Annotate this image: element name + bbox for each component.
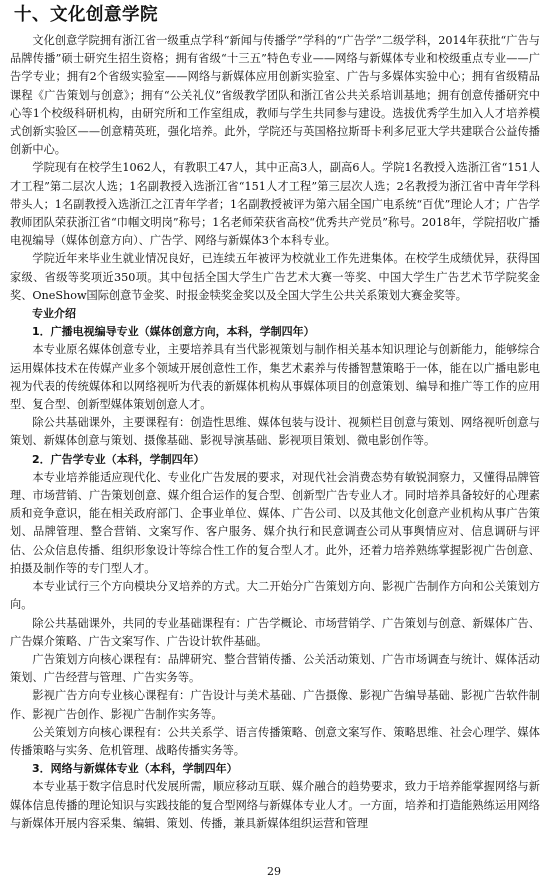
major-heading: 3．网络与新媒体专业（本科，学制四年） xyxy=(32,762,238,776)
page-number: 29 xyxy=(267,865,281,878)
major-paragraph: 除公共基础课外，共同的专业基础课程有：广告学概论、市场营销学、广告策划与创意、新媒体广告、广告媒介策略、广告文案写作、广告设计软件基础。 xyxy=(10,616,540,648)
major-paragraph: 除公共基础课外，主要课程有：创造性思维、媒体包装与设计、视频栏目创意与策划、网络视听创意与策划、新媒体创意与策划、摄像基础、影视导演基础、影视项目策划、微电影创作等。 xyxy=(10,416,540,448)
major-heading: 1．广播电视编导专业（媒体创意方向，本科，学制四年） xyxy=(32,325,315,339)
section-title: 十、文化创意学院 xyxy=(14,5,158,25)
intro-paragraph: 学院现有在校学生1062人，有教职工47人，其中正高3人，副高6人。学院1名教授入选浙江省“151人才工程”第二层次人选；1名副教授入选浙江省“151人才工程”第三层次人选；2名教授为浙江省中青年学科带头人；1名副教授入选浙江之江青年学者；1名副教授被评为第六届全国广电系统“百优”理论人才；广告学教师团队荣获浙江省“巾帼文明岗”称号；1名老师荣获省高校“优秀共产党员”称号。2018年，学院招收广播电视编导（媒体创意方向）、广告学、网络与新媒体3个本科专业。 xyxy=(10,161,540,248)
major-paragraph: 影视广告方向专业核心课程有：广告设计与美术基础、广告摄像、影视广告编导基础、影视广告软件制作、影视广告创作、影视广告制作实务等。 xyxy=(10,689,540,721)
major-paragraph: 本专业基于数字信息时代发展所需，顺应移动互联、媒介融合的趋势要求，致力于培养能掌握网络与新媒体信息传播的理论知识与实践技能的复合型网络与新媒体专业人才。一方面，培养和打造能熟练运用网络与新媒体开展内容采集、编辑、策划、传播，兼具新媒体组织运营和管理 xyxy=(10,780,540,830)
major-paragraph: 本专业培养能适应现代化、专业化广告发展的要求，对现代社会消费态势有敏锐洞察力，又懂得品牌管理、市场营销、广告策划创意、媒介组合运作的复合型、创新型广告专业人才。同时培养具备较好的心理素质和竞争意识，能在相关政府部门、企事业单位、媒体、广告公司、以及其他文化创意产业机构从事广告策划、品牌管理、整合营销、文案写作、客户服务、媒介执行和民意调查公司从事舆情应对、信息调研与评估、公众信息传播、组织形象设计等综合性工作的复合型人才。此外，还着力培养熟练掌握影视广告创意、拍摄及制作等的专门型人才。 xyxy=(10,470,540,575)
intro-paragraph: 学院近年来毕业生就业情况良好，已连续五年被评为校就业工作先进集体。在校学生成绩优异，获得国家级、省级等奖项近350项。其中包括全国大学生广告艺术大赛一等奖、中国大学生广告艺术节学院奖金奖、OneShow国际创意节金奖、时报金犊奖金奖以及全国大学生公共关系策划大赛金奖等。 xyxy=(10,252,540,302)
major-heading: 2．广告学专业（本科，学制四年） xyxy=(32,452,205,466)
major-paragraph: 本专业试行三个方向模块分叉培养的方式。大二开始分广告策划方向、影视广告制作方向和公关策划方向。 xyxy=(10,580,540,612)
major-paragraph: 公关策划方向核心课程有：公共关系学、语言传播策略、创意文案写作、策略思维、社会心理学、媒体传播策略与实务、危机管理、战略传播实务等。 xyxy=(10,725,540,757)
major-paragraph: 本专业原名媒体创意专业，主要培养具有当代影视策划与制作相关基本知识理论与创新能力，能够综合运用媒体技术在传媒产业多个领域开展创意性工作，集艺术素养与传播智慧策略于一体，能在以广播电影电视为代表的传统媒体和以网络视听为代表的新媒体机构从事媒体项目的创意策划、编导和推广等工作的应用型、复合型、创新型媒体策划创意人才。 xyxy=(10,343,540,412)
major-paragraph: 广告策划方向核心课程有：品牌研究、整合营销传播、公关活动策划、广告市场调查与统计、媒体活动策划、广告经营与管理、广告实务等。 xyxy=(10,652,540,685)
intro-paragraph: 文化创意学院拥有浙江省一级重点学科“新闻与传播学”学科的“广告学”二级学科，2014年获批“广告与品牌传播”硕士研究生招生资格；拥有省级“十三五”特色专业——网络与新媒体专业和校级重点专业——广告学专业；拥有2个省级实验室——网络与新媒体应用创新实验室、广告与多媒体实验中心；拥有省级精品课程《广告策划与创意》；拥有“公关礼仪”省级教学团队和浙江省公共关系培训基地；拥有创意传播研究中心等1个校级科研机构，由研究所和工作室组成，教师与学生共同参与建设。选拔优秀学生加入人才培养模式创新实验区——创意精英班，强化培养。此外，学院还与英国格拉斯哥卡利多尼亚大学共建联合公益传播创新中心。 xyxy=(10,34,540,157)
majors-section-label: 专业介绍 xyxy=(32,307,76,321)
